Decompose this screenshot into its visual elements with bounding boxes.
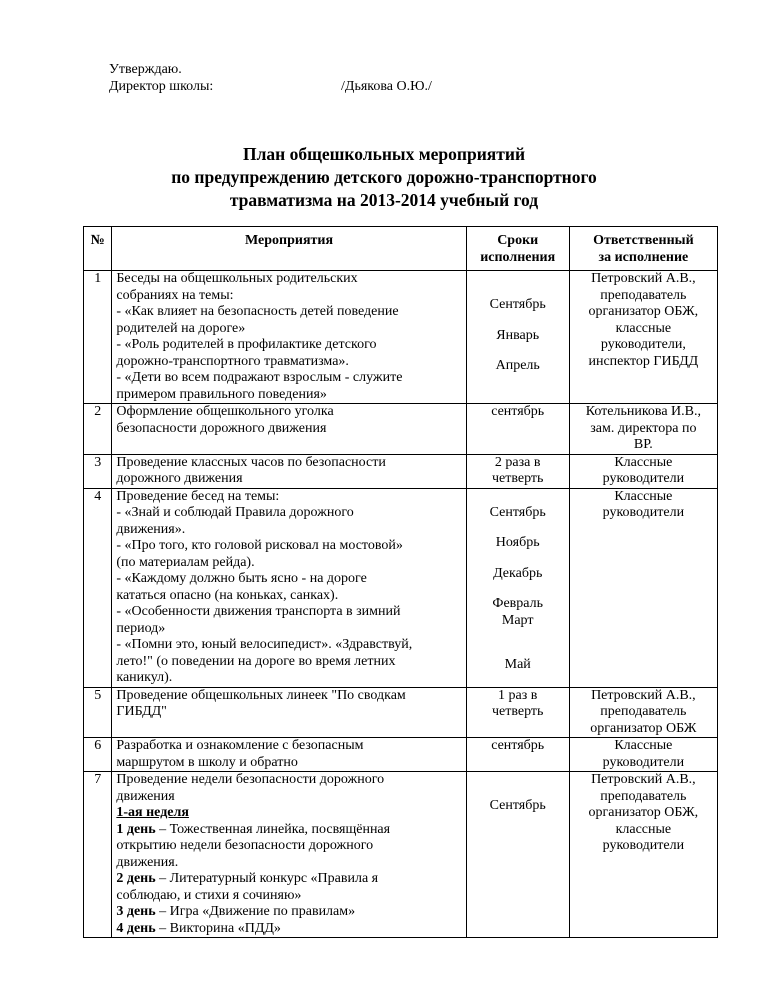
row-responsible: [569, 687, 717, 738]
responsible-line: Классные: [614, 738, 673, 753]
header-term: Сроки исполнения: [466, 227, 569, 271]
row-activity: [112, 404, 466, 455]
term-value: 1 раз в: [498, 687, 538, 703]
table-row: [84, 271, 718, 404]
activity-line: - «Дети во всем подражают взрослым - служите: [116, 370, 403, 385]
responsible-line: руководители: [602, 505, 685, 520]
responsible-line: преподаватель: [600, 704, 687, 719]
activity-line: - «Роль родителей в профилактике детского: [116, 337, 377, 352]
row-number: 3: [84, 454, 112, 488]
row-term: [466, 738, 569, 772]
activity-line: - «Знай и соблюдай Правила дорожного: [116, 505, 354, 520]
term-value: сентябрь: [491, 738, 545, 753]
activity-line: (по материалам рейда).: [116, 554, 255, 570]
activity-line: Беседы на общешкольных родительских: [116, 271, 358, 286]
responsible-line: Классные: [614, 454, 673, 470]
table-row: [84, 488, 718, 687]
activity-line: ГИБДД": [116, 704, 167, 719]
day-line: [116, 904, 461, 921]
approval-signature: /Дьякова О.Ю./: [341, 79, 432, 94]
responsible-line: преподаватель: [600, 788, 687, 804]
term-value: Ноябрь: [495, 535, 540, 550]
responsible-line: классные: [615, 320, 672, 336]
day-line: [116, 855, 461, 872]
activity-line: - «Про того, кто головой рисковал на мостовой»: [116, 538, 403, 553]
day-line: [116, 921, 461, 938]
responsible-line: ВР.: [633, 437, 653, 452]
responsible-line: руководители: [602, 754, 685, 770]
day-line: [116, 871, 461, 888]
responsible-line: классные: [615, 821, 672, 837]
row-number: 1: [84, 271, 112, 404]
term-value: Сентябрь: [489, 798, 546, 813]
term-value: Январь: [496, 327, 540, 343]
row-responsible: [569, 488, 717, 687]
day-text: – Игра «Движение по правилам»: [155, 904, 356, 919]
row-term: [466, 404, 569, 455]
responsible-line: Котельникова И.В.,: [585, 404, 702, 419]
row-responsible: [569, 772, 717, 938]
activity-line: дорожно-транспортного травматизма».: [116, 353, 349, 369]
row-activity: [112, 772, 466, 938]
term-value: Февраль: [492, 596, 543, 611]
responsible-line: инспектор ГИБДД: [588, 353, 699, 369]
table-row: [84, 738, 718, 772]
activity-line: дорожного движения: [116, 471, 243, 486]
day-text: открытию недели безопасности дорожного: [116, 838, 374, 853]
activity-line: Проведение недели безопасности дорожного: [116, 772, 385, 787]
day-text: – Викторина «ПДД»: [155, 920, 281, 936]
responsible-line: Петровский А.В.,: [591, 687, 696, 703]
activity-line: родителей на дороге»: [116, 320, 246, 336]
approval-block: [109, 62, 432, 96]
day-text: движения.: [116, 854, 179, 870]
day-text: – Тожественная линейка, посвящённая: [155, 821, 391, 837]
activity-line: движения: [116, 788, 175, 804]
day-text: соблюдаю, и стихи я сочиняю»: [116, 887, 302, 903]
term-value: четверть: [491, 704, 544, 719]
term-value: четверть: [491, 471, 544, 486]
activity-line: движения».: [116, 521, 186, 537]
activity-line: примером правильного поведения»: [116, 386, 327, 402]
day-label: 3 день: [116, 904, 156, 919]
term-value: Декабрь: [493, 565, 543, 581]
row-activity: [112, 271, 466, 404]
row-responsible: [569, 454, 717, 488]
row-term: [466, 454, 569, 488]
responsible-line: организатор ОБЖ,: [588, 304, 699, 319]
row-number: 6: [84, 738, 112, 772]
responsible-line: Петровский А.В.,: [591, 772, 696, 787]
row-term: [466, 488, 569, 687]
day-line: [116, 838, 461, 855]
table-header-row: [84, 227, 718, 271]
approval-position: Директор школы:: [109, 79, 214, 94]
term-value: Март: [501, 612, 534, 628]
document-title: [0, 143, 768, 212]
header-activity: Мероприятия: [112, 227, 466, 271]
activity-line: - «Особенности движения транспорта в зимний: [116, 604, 401, 619]
activity-line: - «Как влияет на безопасность детей поведение: [116, 304, 399, 319]
table-row: [84, 687, 718, 738]
day-line: [116, 888, 461, 905]
row-responsible: [569, 738, 717, 772]
day-label: 2 день: [116, 871, 156, 886]
responsible-line: руководители,: [600, 337, 686, 352]
responsible-line: организатор ОБЖ: [590, 720, 697, 736]
table-row: [84, 404, 718, 455]
activity-line: кататься опасно (на коньках, санках).: [116, 587, 339, 603]
row-responsible: [569, 271, 717, 404]
term-value: Сентябрь: [489, 297, 546, 312]
activity-line: Разработка и ознакомление с безопасным: [116, 738, 364, 753]
table-row: [84, 454, 718, 488]
table-row: [84, 772, 718, 938]
row-number: 4: [84, 488, 112, 687]
term-value: Сентябрь: [489, 504, 546, 520]
responsible-line: руководители: [602, 838, 685, 853]
activity-line: лето!" (о поведении на дороге во время летних: [116, 653, 396, 669]
title-line: по предупреждению детского дорожно-транспортного: [171, 167, 597, 187]
responsible-line: Классные: [614, 488, 673, 504]
plan-table: [83, 226, 718, 938]
row-number: 7: [84, 772, 112, 938]
title-line: травматизма на 2013-2014 учебный год: [229, 190, 539, 210]
day-label: 1 день: [116, 821, 156, 837]
row-number: 5: [84, 687, 112, 738]
activity-line: каникул).: [116, 670, 173, 685]
term-value: Май: [504, 657, 531, 672]
term-value: сентябрь: [491, 404, 545, 419]
activity-line: Проведение классных часов по безопасности: [116, 454, 386, 470]
approval-line: Утверждаю.: [109, 62, 182, 77]
activity-line: Проведение общешкольных линеек "По сводкам: [116, 687, 406, 703]
activity-line: безопасности дорожного движения: [116, 420, 327, 436]
activity-line: - «Каждому должно быть ясно - на дороге: [116, 571, 367, 586]
row-number: 2: [84, 404, 112, 455]
activity-line: Проведение бесед на темы:: [116, 488, 280, 504]
term-value: Апрель: [495, 358, 540, 373]
week-title: 1-ая неделя: [116, 805, 189, 820]
row-activity: [112, 488, 466, 687]
title-line: План общешкольных мероприятий: [242, 144, 526, 164]
activity-line: - «Помни это, юный велосипедист». «Здравствуй,: [116, 637, 413, 652]
header-num: №: [84, 227, 112, 271]
responsible-line: Петровский А.В.,: [591, 271, 696, 286]
day-text: – Литературный конкурс «Правила я: [155, 871, 379, 886]
responsible-line: зам. директора по: [590, 420, 697, 436]
header-responsible: Ответственный за исполнение: [569, 227, 717, 271]
day-label: 4 день: [116, 920, 156, 936]
row-term: [466, 772, 569, 938]
activity-line: маршрутом в школу и обратно: [116, 754, 298, 770]
row-responsible: [569, 404, 717, 455]
term-value: 2 раза в: [494, 454, 541, 470]
row-activity: [112, 687, 466, 738]
responsible-line: преподаватель: [600, 287, 687, 303]
row-term: [466, 271, 569, 404]
responsible-line: руководители: [602, 471, 685, 486]
row-term: [466, 687, 569, 738]
activity-line: период»: [116, 620, 166, 636]
day-line: [116, 822, 461, 839]
responsible-line: организатор ОБЖ,: [588, 805, 699, 820]
row-activity: [112, 454, 466, 488]
activity-line: собраниях на темы:: [116, 287, 234, 303]
row-activity: [112, 738, 466, 772]
activity-line: Оформление общешкольного уголка: [116, 404, 334, 419]
